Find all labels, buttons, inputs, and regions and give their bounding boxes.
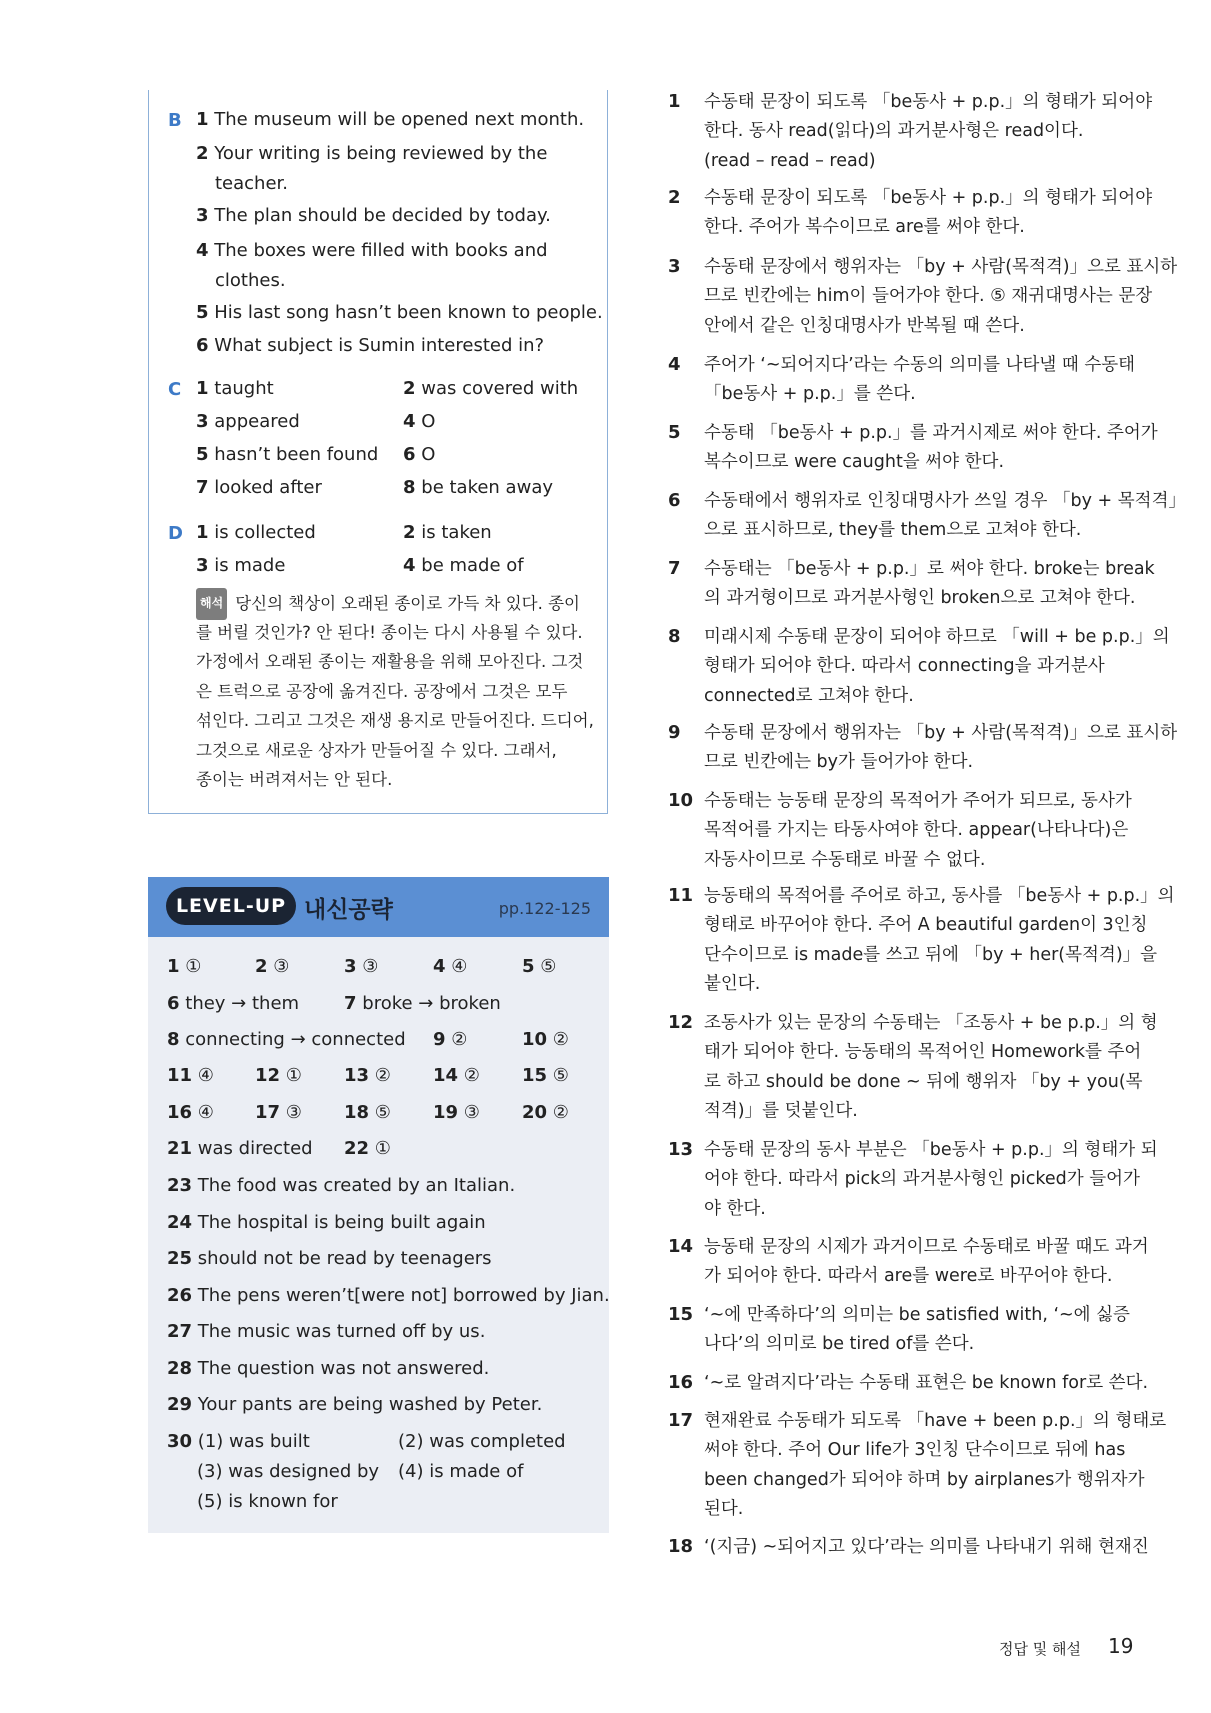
item-number: 5 [196,444,209,465]
explanation-line: 어야 한다. 따라서 pick의 과거분사형인 picked가 들어가 [704,1169,1140,1190]
item-text: was covered with [421,378,579,399]
item-number: 4 [196,240,209,261]
explanation-number: 17 [668,1410,694,1431]
item-number: 16 [167,1102,193,1123]
item-text: (5) is known for [197,1491,338,1512]
explanation-line: 안에서 같은 인칭대명사가 반복될 때 쓴다. [704,315,1025,336]
explanation-line: 으로 표시하므로, they를 them으로 고쳐야 한다. [704,520,1082,541]
translation-line [196,647,583,677]
answer-item [196,110,584,130]
explanation-number: 18 [668,1536,694,1557]
explanation-number: 11 [668,885,694,906]
levelup-answer-part [398,1432,566,1452]
answer-item [403,445,435,465]
item-number: 8 [167,1029,180,1050]
explanation-line: 가 되어야 한다. 따라서 are를 were로 바꾸어야 한다. [704,1266,1113,1287]
levelup-answer [167,1066,214,1086]
item-text: is collected [214,522,316,543]
explanation-line: 므로 빈칸에는 him이 들어가야 한다. ⑤ 재귀대명사는 문장 [704,286,1153,307]
answer-item [196,144,547,164]
explanation-line: 붙인다. [704,973,761,994]
item-number: 10 [522,1029,548,1050]
explanation-number: 5 [668,422,681,443]
item-text: The hospital is being built again [197,1211,486,1233]
explanation-line: been changed가 되어야 하며 by airplanes가 행위자가 [704,1469,1145,1490]
levelup-pages: pp.122-125 [498,899,591,918]
item-number: 11 [167,1065,193,1086]
answer-item-continued [215,271,286,291]
item-text: clothes. [215,270,286,291]
explanation-line: 수동태는 「be동사 + p.p.」로 써야 한다. broke는 break [704,559,1155,579]
explanation-number: 7 [668,558,681,579]
item-text: The museum will be opened next month. [214,109,585,130]
explanation-line: 로 하고 should be done ~ 뒤에 행위자 「by + you(목 [704,1071,1143,1092]
item-text: (3) was designed by [197,1461,380,1482]
levelup-answer [255,957,289,977]
item-text: Your writing is being reviewed by the [214,143,548,164]
levelup-answer [433,1066,480,1086]
item-text: was directed [197,1138,313,1159]
item-text: ③ [285,1102,302,1123]
item-number: 17 [255,1102,281,1123]
item-number: 28 [167,1357,193,1379]
item-number: 3 [196,555,209,576]
item-text: (4) is made of [398,1461,524,1482]
item-number: 14 [433,1065,459,1086]
explanation-line: 써야 한다. 주어 Our life가 3인칭 단수이므로 뒤에 has [704,1440,1126,1461]
explanation-line: 한다. 동사 read(읽다)의 과거분사형은 read이다. [704,121,1084,142]
item-text: is made [214,555,286,576]
answer-item [196,412,300,432]
item-text: ② [451,1029,468,1050]
explanation-number: 3 [668,256,681,277]
explanation-number: 6 [668,490,681,511]
translation-text: 가정에서 오래된 종이는 재활용을 위해 모아진다. 그것 [196,652,584,671]
levelup-answer [522,1066,569,1086]
explanation-number: 16 [668,1372,694,1393]
translation-text: 를 버릴 것인가? 안 된다! 종이는 다시 사용될 수 있다. [196,622,583,642]
explanation-line: 목적어를 가지는 타동사여야 한다. appear(나타나다)은 [704,820,1129,841]
explanation-line: 형태로 바꾸어야 한다. 주어 A beautiful garden이 3인칭 [704,915,1148,936]
item-number: 6 [196,335,209,356]
item-number: 4 [403,411,416,432]
explanation-line: 야 한다. [704,1198,766,1219]
levelup-answer [167,957,201,977]
explanation-line: 미래시제 수동태 문장이 되어야 하므로 「will + be p.p.」의 [704,627,1170,647]
translation-line [196,677,567,707]
item-text: The boxes were filled with books and [214,240,548,261]
levelup-badge: LEVEL-UP [166,887,296,925]
item-text: What subject is Sumin interested in? [214,335,545,356]
translation-text: 그것으로 새로운 상자가 만들어질 수 있다. 그래서, [196,740,557,760]
item-number: 20 [522,1102,548,1123]
item-text: appeared [214,411,300,432]
answer-item [196,523,316,543]
item-number: 3 [196,205,209,226]
item-text: they → them [185,993,300,1014]
item-number: 29 [167,1394,193,1415]
explanation-line: 단수이므로 is made를 쓰고 뒤에 「by + her(목적격)」을 [704,944,1158,965]
explanation-line: 조동사가 있는 문장의 수동태는 「조동사 + be p.p.」의 형 [704,1013,1158,1033]
item-text: O [421,411,436,432]
item-number: 6 [167,993,180,1014]
explanation-line: 복수이므로 were caught을 써야 한다. [704,452,1005,473]
explanation-line: 태가 되어야 한다. 능동태의 목적어인 Homework를 주어 [704,1042,1142,1063]
item-number: 1 [196,522,209,543]
explanation-line: (read – read – read) [704,150,876,171]
item-text: connecting → connected [185,1029,406,1050]
item-text: The music was turned off by us. [197,1321,486,1342]
answer-item [196,445,378,465]
item-text: teacher. [215,173,289,194]
levelup-answer [344,994,501,1014]
explanation-line: 주어가 ‘~되어지다’라는 수동의 의미를 나타낼 때 수동태 [704,355,1136,375]
answer-item [403,523,492,543]
item-number: 18 [344,1102,370,1123]
explanation-line: 수동태 문장이 되도록 「be동사 + p.p.」의 형태가 되어야 [704,188,1153,208]
levelup-answer [167,1176,515,1196]
item-number: 23 [167,1175,193,1196]
item-number: 2 [403,378,416,399]
levelup-answer [167,1432,310,1452]
explanation-line: 능동태의 목적어를 주어로 하고, 동사를 「be동사 + p.p.」의 [704,886,1175,906]
answer-item [403,379,578,399]
item-text: hasn’t been found [214,444,379,465]
explanation-line: 된다. [704,1498,744,1519]
explanation-line: 현재완료 수동태가 되도록 「have + been p.p.」의 형태로 [704,1411,1167,1431]
explanation-line: ‘~에 만족하다’의 의미는 be satisfied with, ‘~에 싫증 [704,1305,1130,1325]
translation-text: 섞인다. 그리고 그것은 재생 용지로 만들어진다. 드디어, [196,711,594,730]
levelup-answer [167,994,299,1014]
explanation-line: 한다. 주어가 복수이므로 are를 써야 한다. [704,217,1025,238]
translation-text: 당신의 책상이 오래된 종이로 가득 차 있다. 종이 [235,594,580,613]
item-number: 19 [433,1102,459,1123]
item-number: 26 [167,1284,193,1306]
item-text: ⑤ [374,1102,391,1123]
item-text: ⑤ [552,1065,569,1086]
levelup-answer [167,1249,492,1269]
section-d-letter: D [168,523,183,544]
levelup-answer [167,1030,406,1050]
explanation-line: 수동태는 능동태 문장의 목적어가 주어가 되므로, 동사가 [704,791,1132,811]
levelup-header [148,877,609,937]
explanation-line: 수동태 문장이 되도록 「be동사 + p.p.」의 형태가 되어야 [704,92,1153,112]
levelup-answer [344,957,378,977]
levelup-answer [167,1103,214,1123]
item-text: Your pants are being washed by Peter. [197,1394,543,1415]
explanation-number: 1 [668,91,681,112]
item-text: The question was not answered. [197,1357,490,1379]
answer-item [196,556,285,576]
answer-item [196,241,548,261]
explanation-line: connected로 고쳐야 한다. [704,685,914,706]
levelup-answer [433,1030,467,1050]
levelup-answer [167,1395,542,1415]
levelup-answer [255,1103,302,1123]
levelup-answer [433,957,467,977]
item-text: is taken [421,522,492,543]
item-number: 6 [403,444,416,465]
item-text: ③ [273,956,290,977]
explanation-line: 수동태 문장에서 행위자는 「by + 사람(목적격)」으로 표시하 [704,723,1178,743]
item-text: ② [463,1065,480,1086]
item-text: ② [552,1102,569,1123]
item-number: 22 [344,1138,370,1159]
translation-tag: 해석 [196,588,227,620]
levelup-title: 내신공략 [304,897,393,923]
answer-item [196,303,603,323]
answer-item [403,556,524,576]
explanation-line: 의 과거형이므로 과거분사형인 broken으로 고쳐야 한다. [704,588,1136,609]
item-text: looked after [214,477,322,498]
item-text: (2) was completed [398,1431,566,1452]
item-text: ④ [197,1065,214,1086]
levelup-answer [433,1103,480,1123]
levelup-answer [344,1103,391,1123]
item-text: broke → broken [362,993,501,1014]
answer-item [196,379,274,399]
item-text: ① [185,956,202,977]
translation-line [196,765,392,795]
item-number: 8 [403,477,416,498]
item-text: O [421,444,436,465]
levelup-answer [522,1030,569,1050]
item-number: 2 [403,522,416,543]
explanation-line: 「be동사 + p.p.」를 쓴다. [704,384,916,405]
explanation-number: 4 [668,354,681,375]
translation-text: 은 트럭으로 공장에 옮겨진다. 공장에서 그것은 모두 [196,681,568,701]
item-text: ④ [451,956,468,977]
explanation-line: ‘~로 알려지다’라는 수동태 표현은 be known for로 쓴다. [704,1373,1149,1393]
explanation-line: 능동태 문장의 시제가 과거이므로 수동태로 바꿀 때도 과거 [704,1237,1149,1257]
item-number: 2 [196,143,209,164]
explanation-line: 수동태 「be동사 + p.p.」를 과거시제로 써야 한다. 주어가 [704,423,1158,443]
explanation-line: ‘(지금) ~되어지고 있다’라는 의미를 나타내기 위해 현재진 [704,1537,1149,1557]
levelup-answer [522,1103,569,1123]
explanation-number: 12 [668,1012,694,1033]
levelup-answer [344,1139,391,1159]
item-text: be taken away [421,477,553,498]
answer-item [196,478,322,498]
item-number: 5 [522,956,535,977]
explanation-line: 형태가 되어야 한다. 따라서 connecting을 과거분사 [704,656,1105,677]
explanation-line: 수동태 문장에서 행위자는 「by + 사람(목적격)」으로 표시하 [704,257,1178,277]
explanation-line: 수동태 문장의 동사 부분은 「be동사 + p.p.」의 형태가 되 [704,1140,1158,1160]
translation-text: 종이는 버려져서는 안 된다. [196,770,393,789]
levelup-answer-part [197,1462,379,1482]
page-number: 19 [1108,1634,1134,1658]
levelup-answer [167,1322,485,1342]
explanation-number: 2 [668,187,681,208]
levelup-answer [167,1213,486,1233]
levelup-answer [167,1359,489,1379]
explanation-number: 15 [668,1304,694,1325]
answer-item [196,336,544,356]
item-number: 4 [403,555,416,576]
item-text: ⑤ [540,956,557,977]
answer-item [403,412,435,432]
explanation-number: 8 [668,626,681,647]
item-number: 7 [196,477,209,498]
item-text: ② [552,1029,569,1050]
item-text: ① [285,1065,302,1086]
levelup-answer [255,1066,302,1086]
item-text: should not be read by teenagers [197,1248,492,1269]
explanation-line: 나다’의 의미로 be tired of를 쓴다. [704,1334,975,1355]
item-number: 9 [433,1029,446,1050]
translation-line [196,736,557,766]
item-text: ④ [197,1102,214,1123]
item-text: be made of [421,555,524,576]
explanation-line: 자동사이므로 수동태로 바꿀 수 없다. [704,849,986,870]
levelup-answer [167,1139,313,1159]
item-text: The food was created by an Italian. [197,1175,516,1196]
levelup-answer-part [398,1462,523,1482]
explanation-number: 13 [668,1139,694,1160]
item-number: 12 [255,1065,281,1086]
item-number: 21 [167,1138,193,1159]
translation-line [196,618,583,648]
item-number: 1 [196,378,209,399]
item-number: 15 [522,1065,548,1086]
explanation-number: 14 [668,1236,694,1257]
footer-label: 정답 및 해설 [999,1640,1081,1658]
item-number: 13 [344,1065,370,1086]
item-number: 3 [344,956,357,977]
explanation-line: 적격)」를 덧붙인다. [704,1100,858,1121]
levelup-answer-part [197,1492,338,1512]
item-number: 5 [196,302,209,323]
item-text: (1) was built [197,1431,310,1452]
item-number: 25 [167,1248,193,1269]
item-number: 30 [167,1431,193,1452]
section-c-letter: C [168,379,182,400]
section-b-letter: B [168,110,182,131]
item-number: 1 [167,956,180,977]
item-text: ① [374,1138,391,1159]
item-text: The plan should be decided by today. [214,205,551,226]
item-number: 2 [255,956,268,977]
item-text: ② [374,1065,391,1086]
item-number: 27 [167,1321,193,1342]
levelup-answer [167,1286,610,1306]
item-number: 1 [196,109,209,130]
item-text: His last song hasn’t been known to people. [214,302,603,323]
answer-item [196,206,551,226]
levelup-answer [522,957,556,977]
item-text: The pens weren’t[were not] borrowed by Jian. [197,1284,610,1306]
item-number: 4 [433,956,446,977]
levelup-answer [344,1066,391,1086]
explanation-line: 수동태에서 행위자로 인칭대명사가 쓰일 경우 「by + 목적격」 [704,491,1186,511]
explanation-number: 9 [668,722,681,743]
item-text: taught [214,378,274,399]
item-number: 24 [167,1211,193,1233]
explanation-line: 므로 빈칸에는 by가 들어가야 한다. [704,752,974,773]
item-number: 3 [196,411,209,432]
item-text: ③ [362,956,379,977]
item-text: ③ [463,1102,480,1123]
item-number: 7 [344,993,357,1014]
answer-item-continued [215,174,288,194]
translation-line [196,706,594,736]
explanation-number: 10 [668,790,694,811]
answer-item [403,478,553,498]
translation-line [196,588,580,620]
